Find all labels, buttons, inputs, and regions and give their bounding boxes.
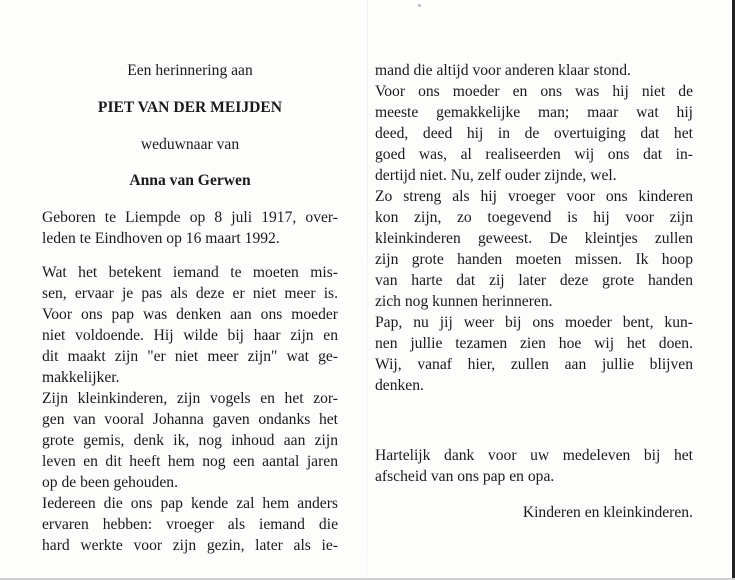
text-line: Iedereen die ons pap kende zal hem anders	[42, 495, 338, 512]
text-line: afscheid van ons pap en opa.	[375, 468, 555, 485]
text-line: meeste gemakkelijke man; maar wat hij	[375, 104, 693, 121]
text-line: Wat het betekent iemand te moeten mis-	[42, 264, 338, 281]
text-line: sen, ervaar je pas als deze er niet meer is.	[42, 285, 338, 302]
text-line: Geboren te Liempde op 8 juli 1917, over-	[42, 209, 338, 226]
text-line: Voor ons moeder en ons was hij niet de	[375, 83, 693, 100]
text-line: hard werkte voor zijn gezin, later als ie-	[42, 537, 338, 554]
text-line: Zo streng als hij vroeger voor ons kinderen	[375, 188, 693, 205]
text-line: Wij, vanaf hier, zullen aan jullie blijven	[375, 356, 693, 373]
text-line: kleinkinderen geweest. De kleintjes zullen	[375, 230, 693, 247]
text-line: kon zijn, zo toegevend is hij voor zijn	[375, 209, 693, 226]
text-line: leven en dit heeft hem nog een aantal jaren	[42, 453, 338, 470]
print-speck	[418, 4, 421, 7]
text-line: goed was, al realiseerden wij ons dat in-	[375, 146, 693, 163]
text-line: Pap, nu jij weer bij ons moeder bent, kun-	[375, 314, 693, 331]
left-body-text	[42, 262, 338, 556]
text-line: niet voldoende. Hij wilde bij haar zijn en	[42, 327, 338, 344]
relation-text: weduwnaar van	[140, 136, 240, 153]
right-body-text	[375, 60, 693, 396]
dates-paragraph	[42, 207, 338, 249]
text-line: ervaren hebben: vroeger als iemand die	[42, 516, 338, 533]
text-line: op de been gehouden.	[42, 474, 178, 491]
text-line: leden te Eindhoven op 16 maart 1992.	[42, 230, 280, 247]
text-line: deed, deed hij in de overtuiging dat het	[375, 125, 693, 142]
text-line: dit maakt zijn "er niet meer zijn" wat ge-	[42, 348, 338, 365]
text-line: denken.	[375, 377, 424, 394]
text-line: Voor ons pap was denken aan ons moeder	[42, 306, 338, 323]
card-fold	[367, 0, 368, 580]
text-line: makkelijker.	[42, 369, 120, 386]
text-line: gen van vooral Johanna gaven ondanks het	[42, 411, 338, 428]
text-line: zich nog kunnen herinneren.	[375, 293, 553, 310]
text-line: dertijd niet. Nu, zelf ouder zijnde, wel.	[375, 167, 617, 184]
signature: Kinderen en kleinkinderen.	[522, 504, 693, 521]
spouse-name: Anna van Gerwen	[129, 172, 251, 189]
text-line: nen jullie tezamen zien hoe wij het doen.	[375, 335, 693, 352]
thanks-paragraph	[375, 445, 693, 487]
text-line: zijn grote handen moeten missen. Ik hoop	[375, 251, 693, 268]
deceased-name: PIET VAN DER MEIJDEN	[97, 99, 283, 116]
text-line: van harte dat zij later deze grote handen	[375, 272, 693, 289]
text-line: Hartelijk dank voor uw medeleven bij het	[375, 447, 693, 464]
text-line: grote gemis, denk ik, nog inhoud aan zijn	[42, 432, 338, 449]
text-line: Zijn kleinkinderen, zijn vogels en het zor-	[42, 390, 338, 407]
intro-text: Een herinnering aan	[127, 62, 253, 79]
text-line: mand die altijd voor anderen klaar stond.	[375, 62, 631, 79]
